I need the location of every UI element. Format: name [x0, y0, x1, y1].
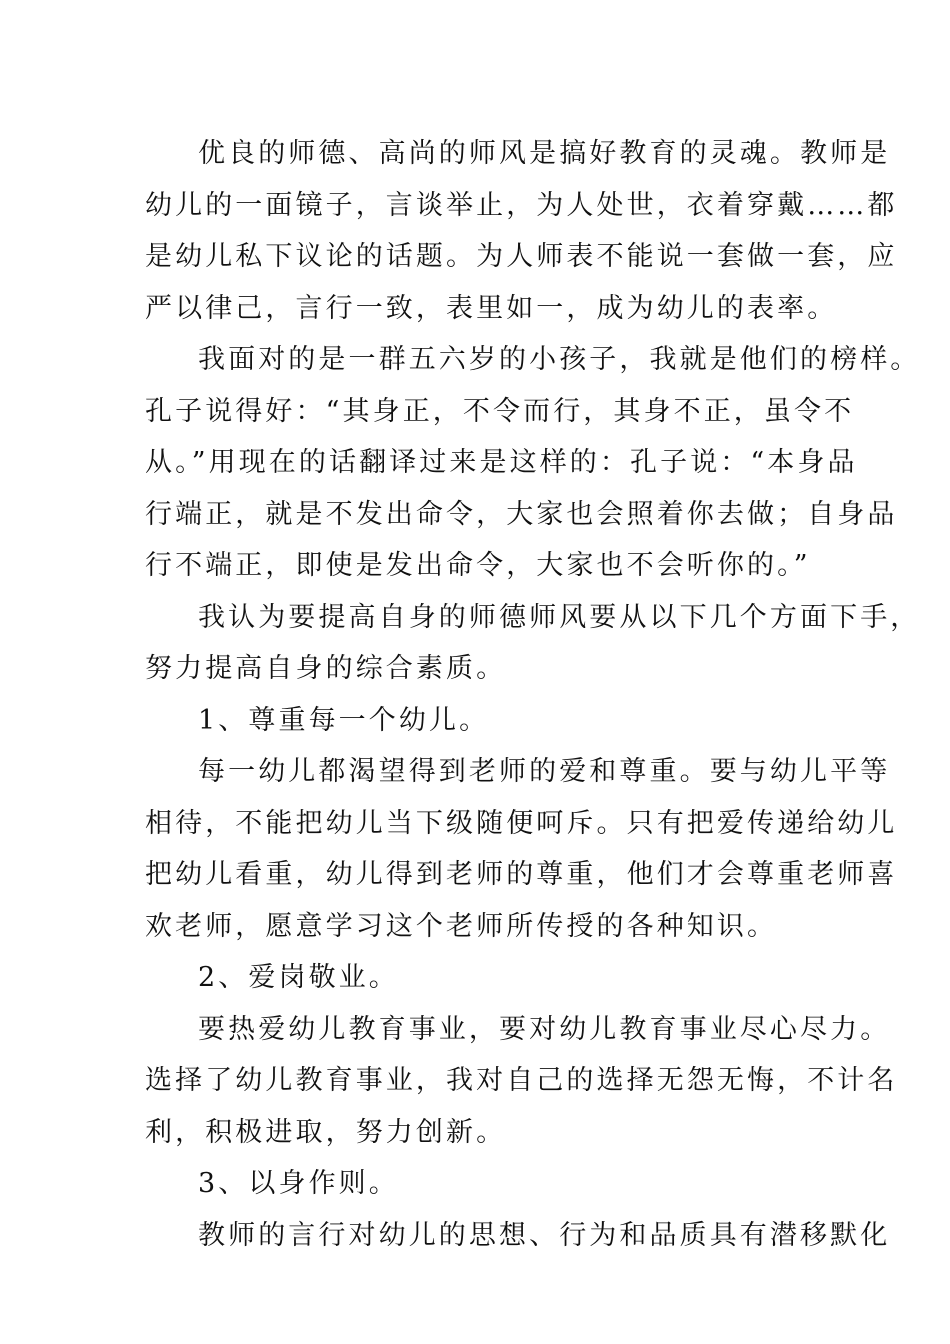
- text-line: 优良的师德、高尚的师风是搞好教育的灵魂。教师是: [198, 138, 891, 169]
- text-line: 孔子说得好：“其身正，不令而行，其身不正，虽令不: [145, 395, 855, 427]
- text-line: 每一幼儿都渴望得到老师的爱和尊重。要与幼儿平等: [198, 756, 891, 787]
- text-line: 行不端正，即使是发出命令，大家也不会听你的。”: [145, 550, 811, 581]
- text-line: 我面对的是一群五六岁的小孩子，我就是他们的榜样。: [198, 344, 921, 375]
- section-heading: 2、爱岗敬业。: [198, 962, 399, 993]
- text-line: 严以律己，言行一致，表里如一，成为幼儿的表率。: [145, 292, 838, 324]
- text-line: 欢老师，愿意学习这个老师所传授的各种知识。: [145, 910, 778, 942]
- text-line: 教师的言行对幼儿的思想、行为和品质具有潜移默化: [198, 1219, 891, 1251]
- text-line: 利，积极进取，努力创新。: [145, 1116, 507, 1148]
- text-line: 幼儿的一面镜子，言谈举止，为人处世，衣着穿戴……都: [145, 189, 898, 221]
- text-line: 行端正，就是不发出命令，大家也会照着你去做；自身品: [145, 498, 898, 530]
- text-line: 努力提高自身的综合素质。: [145, 653, 507, 684]
- document-body: [145, 128, 921, 1261]
- text-line: 选择了幼儿教育事业，我对自己的选择无怨无悔，不计名: [145, 1065, 898, 1096]
- text-line: 我认为要提高自身的师德师风要从以下几个方面下手，: [198, 601, 921, 633]
- text-line: 相待，不能把幼儿当下级随便呵斥。只有把爱传递给幼儿: [145, 807, 898, 839]
- section-heading: 1、尊重每一个幼儿。: [198, 704, 490, 736]
- text-line: 从。”用现在的话翻译过来是这样的：孔子说：“本身品: [145, 447, 858, 478]
- text-line: 是幼儿私下议论的话题。为人师表不能说一套做一套，应: [145, 241, 898, 272]
- text-line: 把幼儿看重，幼儿得到老师的尊重，他们才会尊重老师喜: [145, 859, 898, 890]
- text-line: 要热爱幼儿教育事业，要对幼儿教育事业尽心尽力。: [198, 1013, 891, 1045]
- section-heading: 3、以身作则。: [198, 1168, 399, 1199]
